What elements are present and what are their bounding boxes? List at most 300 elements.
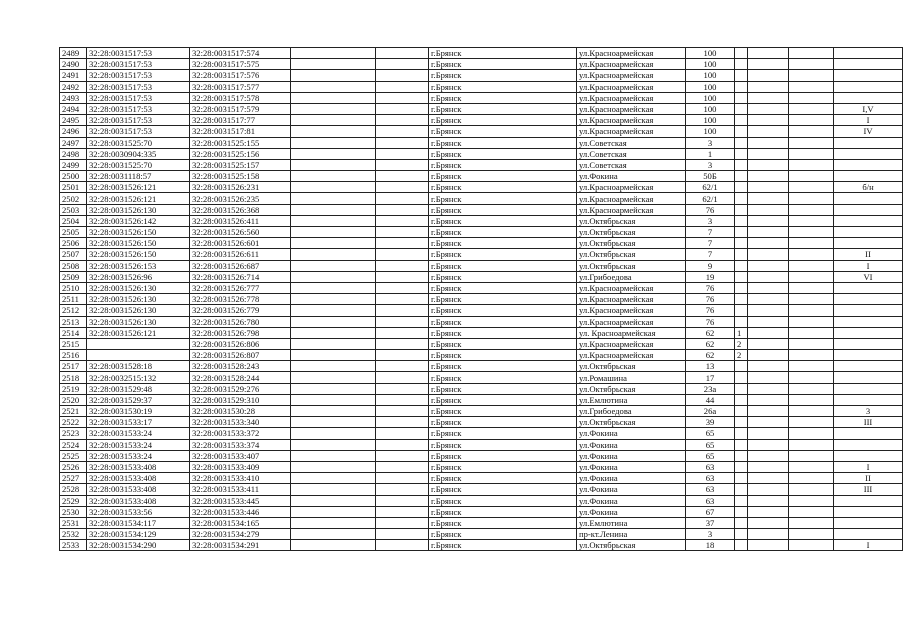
table-row	[60, 227, 903, 238]
empty-cell	[376, 406, 429, 417]
street-cell: ул.Фокина	[577, 461, 686, 472]
parcel-cadastral-number-cell: 32:28:0031526:150	[87, 238, 190, 249]
street-cell: ул.Красноармейская	[577, 115, 686, 126]
house-number-cell: 7	[686, 249, 735, 260]
empty-cell	[748, 70, 789, 81]
object-cadastral-number-cell: 32:28:0031534:279	[190, 529, 291, 540]
building-cell	[735, 372, 748, 383]
object-cadastral-number-cell: 32:28:0031526:777	[190, 282, 291, 293]
empty-cell	[291, 115, 376, 126]
empty-cell	[376, 249, 429, 260]
empty-cell	[789, 495, 834, 506]
empty-cell	[376, 59, 429, 70]
object-cadastral-number-cell: 32:28:0031534:291	[190, 540, 291, 551]
empty-cell	[376, 137, 429, 148]
empty-cell	[376, 305, 429, 316]
premises-number-cell: I,V	[834, 103, 903, 114]
empty-cell	[748, 282, 789, 293]
empty-cell	[376, 484, 429, 495]
empty-cell	[748, 517, 789, 528]
empty-cell	[291, 450, 376, 461]
city-cell: г.Брянск	[429, 406, 577, 417]
row-number-cell: 2517	[60, 361, 87, 372]
house-number-cell: 3	[686, 159, 735, 170]
empty-cell	[291, 428, 376, 439]
empty-cell	[291, 484, 376, 495]
table-row	[60, 103, 903, 114]
street-cell: ул.Фокина	[577, 506, 686, 517]
row-number-cell: 2500	[60, 171, 87, 182]
empty-cell	[376, 171, 429, 182]
object-cadastral-number-cell: 32:28:0031533:445	[190, 495, 291, 506]
empty-cell	[789, 48, 834, 59]
empty-cell	[291, 439, 376, 450]
table-row	[60, 383, 903, 394]
house-number-cell: 63	[686, 473, 735, 484]
parcel-cadastral-number-cell: 32:28:0031517:53	[87, 103, 190, 114]
building-cell	[735, 260, 748, 271]
premises-number-cell	[834, 327, 903, 338]
empty-cell	[748, 361, 789, 372]
table-row	[60, 282, 903, 293]
table-row	[60, 484, 903, 495]
premises-number-cell	[834, 70, 903, 81]
empty-cell	[789, 316, 834, 327]
premises-number-cell	[834, 159, 903, 170]
row-number-cell: 2514	[60, 327, 87, 338]
object-cadastral-number-cell: 32:28:0031517:579	[190, 103, 291, 114]
row-number-cell: 2523	[60, 428, 87, 439]
empty-cell	[748, 59, 789, 70]
empty-cell	[789, 126, 834, 137]
empty-cell	[748, 271, 789, 282]
house-number-cell: 9	[686, 260, 735, 271]
city-cell: г.Брянск	[429, 361, 577, 372]
premises-number-cell	[834, 238, 903, 249]
parcel-cadastral-number-cell: 32:28:0031526:142	[87, 215, 190, 226]
row-number-cell: 2525	[60, 450, 87, 461]
row-number-cell: 2515	[60, 338, 87, 349]
empty-cell	[748, 204, 789, 215]
city-cell: г.Брянск	[429, 495, 577, 506]
city-cell: г.Брянск	[429, 59, 577, 70]
premises-number-cell: I	[834, 540, 903, 551]
empty-cell	[748, 439, 789, 450]
parcel-cadastral-number-cell: 32:28:0031526:130	[87, 204, 190, 215]
house-number-cell: 100	[686, 70, 735, 81]
premises-number-cell	[834, 137, 903, 148]
street-cell: ул.Октябрьская	[577, 383, 686, 394]
house-number-cell: 100	[686, 92, 735, 103]
house-number-cell: 100	[686, 103, 735, 114]
city-cell: г.Брянск	[429, 260, 577, 271]
premises-number-cell	[834, 517, 903, 528]
building-cell: 1	[735, 327, 748, 338]
street-cell: ул.Красноармейская	[577, 126, 686, 137]
empty-cell	[789, 461, 834, 472]
empty-cell	[291, 204, 376, 215]
parcel-cadastral-number-cell: 32:28:0031526:96	[87, 271, 190, 282]
premises-number-cell	[834, 59, 903, 70]
row-number-cell: 2501	[60, 182, 87, 193]
empty-cell	[789, 215, 834, 226]
empty-cell	[748, 115, 789, 126]
parcel-cadastral-number-cell: 32:28:0031533:17	[87, 417, 190, 428]
empty-cell	[789, 450, 834, 461]
table-row	[60, 159, 903, 170]
empty-cell	[291, 282, 376, 293]
table-row	[60, 115, 903, 126]
empty-cell	[748, 316, 789, 327]
empty-cell	[789, 238, 834, 249]
building-cell	[735, 92, 748, 103]
empty-cell	[789, 70, 834, 81]
empty-cell	[748, 103, 789, 114]
empty-cell	[291, 350, 376, 361]
empty-cell	[789, 159, 834, 170]
empty-cell	[789, 428, 834, 439]
parcel-cadastral-number-cell: 32:28:0031525:70	[87, 159, 190, 170]
empty-cell	[291, 148, 376, 159]
empty-cell	[376, 294, 429, 305]
empty-cell	[789, 137, 834, 148]
object-cadastral-number-cell: 32:28:0031526:780	[190, 316, 291, 327]
building-cell	[735, 361, 748, 372]
city-cell: г.Брянск	[429, 282, 577, 293]
building-cell	[735, 406, 748, 417]
row-number-cell: 2493	[60, 92, 87, 103]
empty-cell	[291, 137, 376, 148]
empty-cell	[376, 182, 429, 193]
city-cell: г.Брянск	[429, 227, 577, 238]
building-cell	[735, 182, 748, 193]
premises-number-cell: б/н	[834, 182, 903, 193]
house-number-cell: 100	[686, 126, 735, 137]
house-number-cell: 100	[686, 59, 735, 70]
table-row	[60, 495, 903, 506]
object-cadastral-number-cell: 32:28:0031528:243	[190, 361, 291, 372]
empty-cell	[748, 260, 789, 271]
house-number-cell: 67	[686, 506, 735, 517]
empty-cell	[376, 271, 429, 282]
city-cell: г.Брянск	[429, 92, 577, 103]
parcel-cadastral-number-cell: 32:28:0031529:48	[87, 383, 190, 394]
premises-number-cell: IV	[834, 126, 903, 137]
parcel-cadastral-number-cell: 32:28:0031526:121	[87, 193, 190, 204]
empty-cell	[291, 249, 376, 260]
empty-cell	[789, 529, 834, 540]
object-cadastral-number-cell: 32:28:0031526:714	[190, 271, 291, 282]
object-cadastral-number-cell: 32:28:0031528:244	[190, 372, 291, 383]
city-cell: г.Брянск	[429, 439, 577, 450]
row-number-cell: 2509	[60, 271, 87, 282]
empty-cell	[376, 473, 429, 484]
table-row	[60, 92, 903, 103]
empty-cell	[291, 260, 376, 271]
house-number-cell: 100	[686, 48, 735, 59]
street-cell: ул.Красноармейская	[577, 193, 686, 204]
premises-number-cell	[834, 215, 903, 226]
table-row	[60, 450, 903, 461]
empty-cell	[789, 406, 834, 417]
house-number-cell: 44	[686, 394, 735, 405]
empty-cell	[291, 171, 376, 182]
empty-cell	[748, 428, 789, 439]
building-cell	[735, 238, 748, 249]
building-cell	[735, 439, 748, 450]
parcel-cadastral-number-cell: 32:28:0031530:19	[87, 406, 190, 417]
parcel-cadastral-number-cell: 32:28:0030904:335	[87, 148, 190, 159]
row-number-cell: 2505	[60, 227, 87, 238]
premises-number-cell: III	[834, 417, 903, 428]
table-row	[60, 148, 903, 159]
empty-cell	[748, 81, 789, 92]
house-number-cell: 3	[686, 529, 735, 540]
empty-cell	[748, 327, 789, 338]
empty-cell	[789, 81, 834, 92]
parcel-cadastral-number-cell: 32:28:0031533:56	[87, 506, 190, 517]
street-cell: ул.Красноармейская	[577, 294, 686, 305]
empty-cell	[376, 495, 429, 506]
empty-cell	[748, 540, 789, 551]
empty-cell	[291, 182, 376, 193]
building-cell	[735, 282, 748, 293]
object-cadastral-number-cell: 32:28:0031530:28	[190, 406, 291, 417]
object-cadastral-number-cell: 32:28:0031525:157	[190, 159, 291, 170]
parcel-cadastral-number-cell: 32:28:0031533:24	[87, 439, 190, 450]
house-number-cell: 76	[686, 282, 735, 293]
premises-number-cell	[834, 81, 903, 92]
row-number-cell: 2516	[60, 350, 87, 361]
street-cell: ул.Красноармейская	[577, 305, 686, 316]
empty-cell	[376, 450, 429, 461]
empty-cell	[376, 372, 429, 383]
parcel-cadastral-number-cell: 32:28:0031528:18	[87, 361, 190, 372]
premises-number-cell	[834, 92, 903, 103]
object-cadastral-number-cell: 32:28:0031533:374	[190, 439, 291, 450]
street-cell: ул.Емлютина	[577, 394, 686, 405]
building-cell	[735, 540, 748, 551]
row-number-cell: 2527	[60, 473, 87, 484]
empty-cell	[789, 439, 834, 450]
row-number-cell: 2529	[60, 495, 87, 506]
empty-cell	[789, 394, 834, 405]
premises-number-cell	[834, 316, 903, 327]
object-cadastral-number-cell: 32:28:0031526:368	[190, 204, 291, 215]
row-number-cell: 2518	[60, 372, 87, 383]
empty-cell	[376, 238, 429, 249]
city-cell: г.Брянск	[429, 159, 577, 170]
building-cell	[735, 137, 748, 148]
object-cadastral-number-cell: 32:28:0031526:601	[190, 238, 291, 249]
house-number-cell: 7	[686, 238, 735, 249]
empty-cell	[376, 439, 429, 450]
empty-cell	[291, 394, 376, 405]
empty-cell	[748, 249, 789, 260]
house-number-cell: 65	[686, 428, 735, 439]
building-cell	[735, 159, 748, 170]
city-cell: г.Брянск	[429, 484, 577, 495]
street-cell: ул.Октябрьская	[577, 249, 686, 260]
empty-cell	[291, 59, 376, 70]
house-number-cell: 7	[686, 227, 735, 238]
table-row	[60, 204, 903, 215]
premises-number-cell	[834, 350, 903, 361]
street-cell: ул.Октябрьская	[577, 227, 686, 238]
street-cell: ул.Грибоедова	[577, 271, 686, 282]
empty-cell	[376, 316, 429, 327]
city-cell: г.Брянск	[429, 148, 577, 159]
city-cell: г.Брянск	[429, 338, 577, 349]
empty-cell	[789, 294, 834, 305]
parcel-cadastral-number-cell: 32:28:0031534:117	[87, 517, 190, 528]
house-number-cell: 13	[686, 361, 735, 372]
city-cell: г.Брянск	[429, 372, 577, 383]
empty-cell	[748, 215, 789, 226]
table-row	[60, 215, 903, 226]
building-cell	[735, 484, 748, 495]
empty-cell	[789, 327, 834, 338]
empty-cell	[748, 193, 789, 204]
premises-number-cell	[834, 394, 903, 405]
empty-cell	[291, 517, 376, 528]
empty-cell	[291, 48, 376, 59]
empty-cell	[376, 159, 429, 170]
building-cell: 2	[735, 350, 748, 361]
parcel-cadastral-number-cell: 32:28:0031529:37	[87, 394, 190, 405]
empty-cell	[789, 417, 834, 428]
parcel-cadastral-number-cell: 32:28:0031517:53	[87, 92, 190, 103]
empty-cell	[291, 159, 376, 170]
empty-cell	[748, 148, 789, 159]
building-cell	[735, 383, 748, 394]
city-cell: г.Брянск	[429, 450, 577, 461]
empty-cell	[748, 92, 789, 103]
empty-cell	[376, 103, 429, 114]
premises-number-cell	[834, 193, 903, 204]
parcel-cadastral-number-cell: 32:28:0031118:57	[87, 171, 190, 182]
building-cell	[735, 148, 748, 159]
table-row	[60, 372, 903, 383]
empty-cell	[789, 517, 834, 528]
street-cell: ул.Советская	[577, 137, 686, 148]
empty-cell	[291, 461, 376, 472]
table-row	[60, 48, 903, 59]
empty-cell	[291, 70, 376, 81]
object-cadastral-number-cell: 32:28:0031525:158	[190, 171, 291, 182]
empty-cell	[789, 227, 834, 238]
premises-number-cell: II	[834, 473, 903, 484]
object-cadastral-number-cell: 32:28:0031517:578	[190, 92, 291, 103]
empty-cell	[376, 517, 429, 528]
city-cell: г.Брянск	[429, 529, 577, 540]
table-row	[60, 294, 903, 305]
empty-cell	[789, 182, 834, 193]
table-row	[60, 126, 903, 137]
building-cell	[735, 126, 748, 137]
row-number-cell: 2502	[60, 193, 87, 204]
parcel-cadastral-number-cell: 32:28:0032515:132	[87, 372, 190, 383]
building-cell	[735, 204, 748, 215]
table-row	[60, 406, 903, 417]
city-cell: г.Брянск	[429, 506, 577, 517]
object-cadastral-number-cell: 32:28:0031529:310	[190, 394, 291, 405]
empty-cell	[376, 282, 429, 293]
table-row	[60, 327, 903, 338]
street-cell: ул.Фокина	[577, 450, 686, 461]
empty-cell	[748, 461, 789, 472]
parcel-cadastral-number-cell: 32:28:0031526:130	[87, 305, 190, 316]
street-cell: ул.Красноармейская	[577, 59, 686, 70]
house-number-cell: 19	[686, 271, 735, 282]
object-cadastral-number-cell: 32:28:0031534:165	[190, 517, 291, 528]
city-cell: г.Брянск	[429, 394, 577, 405]
street-cell: ул.Красноармейская	[577, 204, 686, 215]
parcel-cadastral-number-cell: 32:28:0031526:121	[87, 182, 190, 193]
empty-cell	[748, 506, 789, 517]
table-row	[60, 316, 903, 327]
empty-cell	[789, 92, 834, 103]
house-number-cell: 63	[686, 495, 735, 506]
house-number-cell: 62/1	[686, 193, 735, 204]
premises-number-cell	[834, 204, 903, 215]
object-cadastral-number-cell: 32:28:0031525:156	[190, 148, 291, 159]
premises-number-cell	[834, 171, 903, 182]
empty-cell	[789, 540, 834, 551]
row-number-cell: 2498	[60, 148, 87, 159]
empty-cell	[748, 137, 789, 148]
empty-cell	[748, 238, 789, 249]
city-cell: г.Брянск	[429, 103, 577, 114]
parcel-cadastral-number-cell: 32:28:0031526:130	[87, 294, 190, 305]
city-cell: г.Брянск	[429, 540, 577, 551]
street-cell: ул.Фокина	[577, 484, 686, 495]
parcel-cadastral-number-cell: 32:28:0031517:53	[87, 115, 190, 126]
empty-cell	[291, 92, 376, 103]
empty-cell	[376, 115, 429, 126]
empty-cell	[291, 126, 376, 137]
house-number-cell: 50Б	[686, 171, 735, 182]
empty-cell	[789, 171, 834, 182]
empty-cell	[291, 417, 376, 428]
parcel-cadastral-number-cell: 32:28:0031533:408	[87, 473, 190, 484]
premises-number-cell	[834, 383, 903, 394]
empty-cell	[789, 115, 834, 126]
table-row	[60, 506, 903, 517]
empty-cell	[376, 361, 429, 372]
premises-number-cell	[834, 227, 903, 238]
table-row	[60, 249, 903, 260]
row-number-cell: 2510	[60, 282, 87, 293]
row-number-cell: 2532	[60, 529, 87, 540]
street-cell: ул.Октябрьская	[577, 260, 686, 271]
house-number-cell: 3	[686, 215, 735, 226]
row-number-cell: 2521	[60, 406, 87, 417]
building-cell	[735, 428, 748, 439]
parcel-cadastral-number-cell: 32:28:0031533:408	[87, 461, 190, 472]
empty-cell	[376, 204, 429, 215]
object-cadastral-number-cell: 32:28:0031533:407	[190, 450, 291, 461]
empty-cell	[376, 81, 429, 92]
premises-number-cell: I	[834, 260, 903, 271]
empty-cell	[748, 294, 789, 305]
empty-cell	[291, 506, 376, 517]
premises-number-cell: VI	[834, 271, 903, 282]
premises-number-cell	[834, 450, 903, 461]
row-number-cell: 2497	[60, 137, 87, 148]
building-cell	[735, 271, 748, 282]
row-number-cell: 2531	[60, 517, 87, 528]
